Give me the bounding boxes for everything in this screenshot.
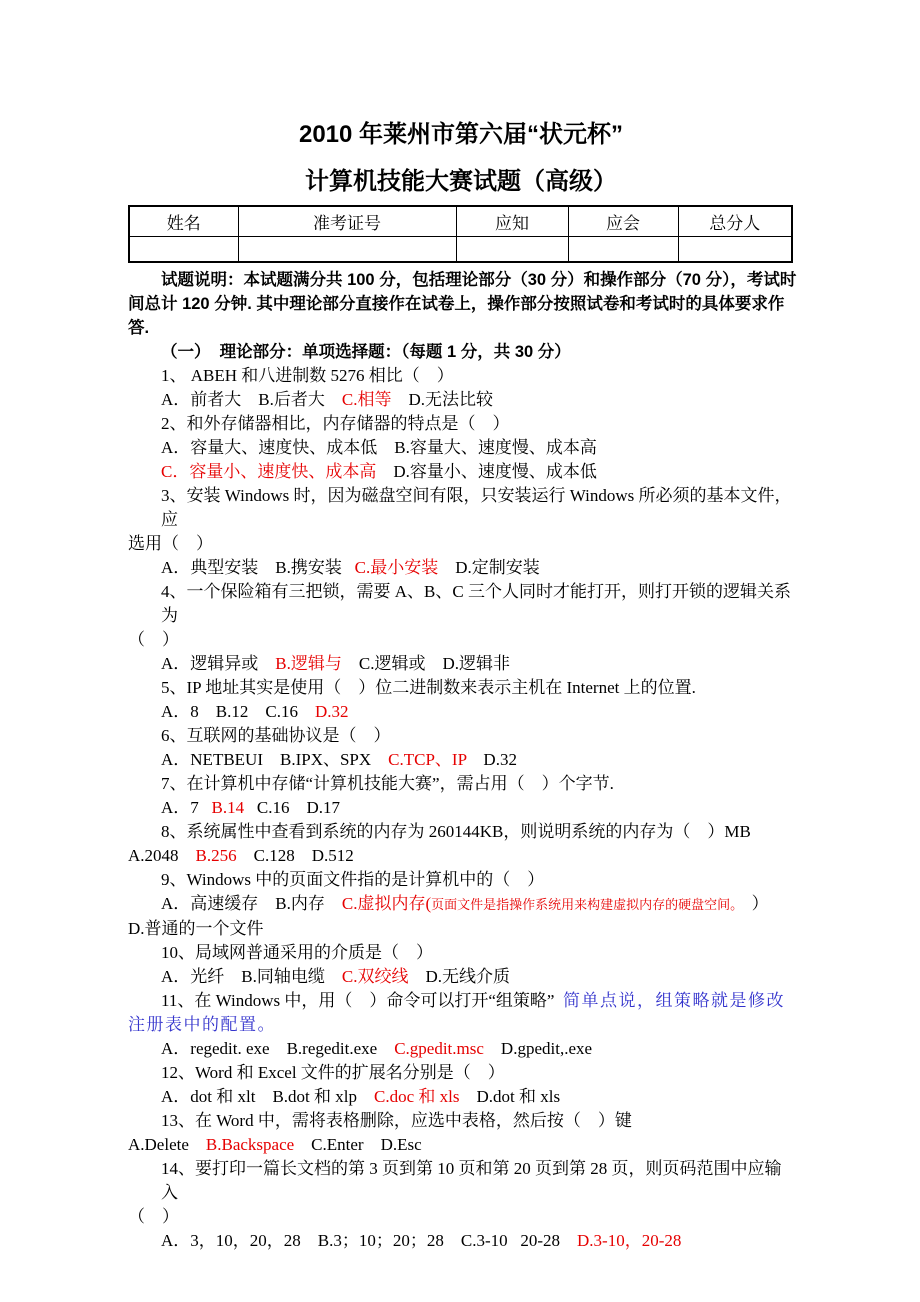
question-text-line [128,772,798,796]
question-text-line [128,556,798,580]
score-table-header-row [129,206,792,237]
text-segment: C.128 D.512 [236,846,354,865]
text-segment: D.dot 和 xls [459,1087,561,1106]
text-segment: 11、在 Windows 中，用（ ）命令可以打开“组策略” [161,991,563,1010]
answer-highlight: D.32 [314,702,349,721]
question-lines [128,268,798,1253]
answer-highlight: C.最小安装 [354,558,439,577]
answer-highlight: B.256 [195,846,237,865]
document-title-line1: 2010 年莱州市第六届“状元杯” [298,121,624,148]
question-text-line [128,724,798,748]
text-segment: 7、在计算机中存储“计算机技能大赛”，需占用（ ）个字节. [161,774,614,793]
text-segment: 4、一个保险箱有三把锁，需要 A、B、C 三个人同时才能打开，则打开锁的逻辑关系为 [161,582,791,625]
question-text-line [128,868,798,892]
text-segment: A．光纤 B.同轴电缆 [161,967,342,986]
score-table-blank-cell-ticket-number [238,237,456,263]
text-segment: D.无线介质 [408,967,510,986]
answer-highlight: C．容量小、速度快、成本高 [161,462,377,481]
text-segment: A．3，10，20，28 B.3；10；20；28 C.3-10 20-28 [161,1231,578,1250]
text-segment: A．8 B.12 C.16 [161,702,315,721]
question-text-line [128,700,798,724]
question-text-line [128,388,798,412]
question-text-line [128,412,798,436]
score-table [128,205,793,263]
text-segment: 13、在 Word 中，需将表格删除，应选中表格，然后按（ ）键 [161,1111,632,1130]
answer-highlight: 页面文件是指操作系统用来构建虚拟内存的硬盘空间。 [431,897,744,912]
score-table-header-knowledge: 应知 [456,206,568,237]
question-text-line [128,1133,798,1157]
question-text-line [128,965,798,989]
question-text-line [128,917,798,941]
question-text-line [128,989,798,1013]
text-segment: C.逻辑或 D.逻辑非 [341,654,510,673]
answer-highlight: C.doc 和 xls [373,1087,460,1106]
text-segment: D.gpedit,.exe [483,1039,593,1058]
answer-highlight: B.逻辑与 [275,654,342,673]
question-text-line [128,484,798,532]
answer-highlight: C.双绞线 [341,967,409,986]
question-text-line [128,796,798,820]
text-segment: D.普通的一个文件 [128,919,264,938]
question-text-line [128,1013,798,1037]
instruction-line [128,292,798,316]
text-segment: （一） 理论部分：单项选择题：（每题 1 分，共 30 分） [161,343,571,361]
score-table-blank-row [129,237,792,263]
text-segment: 12、Word 和 Excel 文件的扩展名分别是（ ） [161,1063,505,1082]
question-text-line [128,844,798,868]
question-text-line [128,1157,798,1205]
text-segment: A．regedit. exe B.regedit.exe [161,1039,395,1058]
question-text-line [128,748,798,772]
answer-highlight: B.Backspace [205,1135,295,1154]
note-highlight: 简单点说，组策略就是修改 [562,991,785,1010]
score-table-header-ticket-number: 准考证号 [238,206,456,237]
document-content [128,120,797,1253]
question-text-line [128,941,798,965]
text-segment: A．容量大、速度快、成本低 B.容量大、速度慢、成本高 [161,438,597,457]
text-segment: 2、和外存储器相比，内存储器的特点是（ ） [161,414,510,433]
question-text-line [128,1085,798,1109]
text-segment: A．逻辑异或 [161,654,276,673]
answer-highlight: C.相等 [341,390,392,409]
text-segment: （ ） [128,1207,179,1226]
answer-highlight: C.TCP、IP [388,750,467,769]
text-segment: 10、局域网普通采用的介质是（ ） [161,943,433,962]
question-text-line [128,1061,798,1085]
text-segment: A.Delete [128,1135,206,1154]
question-text-line [128,1229,798,1253]
instruction-line [128,340,798,364]
text-segment: 1、 ABEH 和八进制数 5276 相比（ ） [161,366,454,385]
question-text-line [128,1037,798,1061]
score-table-blank-cell-name [129,237,238,263]
text-segment: D.定制安装 [438,558,540,577]
question-text-line [128,652,798,676]
text-segment: A．dot 和 xlt B.dot 和 xlp [161,1087,374,1106]
question-text-line [128,436,798,460]
question-text-line [128,532,798,556]
text-segment: C.16 D.17 [244,798,340,817]
score-table-blank-cell-knowledge [456,237,568,263]
text-segment: A．高速缓存 B.内存 [161,894,342,913]
question-text-line [128,1109,798,1133]
text-segment: A．NETBEUI B.IPX、SPX [161,750,389,769]
text-segment: D.无法比较 [391,390,493,409]
question-text-line [128,460,798,484]
text-segment: 试题说明：本试题满分共 100 分，包括理论部分（30 分）和操作部分（70 分），考试时 [161,271,797,289]
answer-highlight: C.gpedit.msc [394,1039,484,1058]
instruction-line [128,268,798,292]
answer-highlight: D.3-10，20-28 [577,1231,682,1250]
question-text-line [128,676,798,700]
score-table-header-skill: 应会 [568,206,678,237]
score-table-blank-cell-total [678,237,792,263]
text-segment: 答. [128,319,150,337]
text-segment: C.Enter D.Esc [294,1135,422,1154]
text-segment: D.32 [466,750,517,769]
answer-highlight: C.虚拟内存( [341,894,432,913]
score-table-blank-cell-skill [568,237,678,263]
text-segment: 选用（ ） [128,534,213,553]
answer-highlight: B.14 [211,798,245,817]
question-text-line [128,1205,798,1229]
text-segment: 间总计 120 分钟. 其中理论部分直接作在试卷上，操作部分按照试卷和考试时的具体要求作 [128,295,785,313]
text-segment: A.2048 [128,846,196,865]
text-segment: A．典型安装 B.携安装 [161,558,355,577]
question-text-line [128,580,798,628]
score-table-header-total: 总分人 [678,206,792,237]
text-segment: 14、要打印一篇长文档的第 3 页到第 10 页和第 20 页到第 28 页，则页码范围中应输入 [161,1159,782,1202]
question-text-line [128,820,798,844]
document-title-line2: 计算机技能大赛试题（高级） [305,168,617,195]
text-segment: 9、Windows 中的页面文件指的是计算机中的（ ） [161,870,545,889]
note-highlight: 注册表中的配置。 [128,1015,276,1034]
question-text-line [128,892,798,917]
text-segment: 6、互联网的基础协议是（ ） [161,726,391,745]
score-table-header-name: 姓名 [129,206,238,237]
text-segment: D.容量小、速度慢、成本低 [376,462,597,481]
question-text-line [128,628,798,652]
instruction-line [128,316,798,340]
text-segment: 3、安装 Windows 时，因为磁盘空间有限，只安装运行 Windows 所必须的基本文件，应 [161,486,792,529]
text-segment: 8、系统属性中查看到系统的内存为 260144KB，则说明系统的内存为（ ）MB [161,822,751,841]
text-segment: ） [743,894,769,913]
question-text-line [128,364,798,388]
text-segment: 5、IP 地址其实是使用（ ）位二进制数来表示主机在 Internet 上的位置. [161,678,696,697]
text-segment: （ ） [128,630,179,649]
text-segment: A．前者大 B.后者大 [161,390,342,409]
text-segment: A．7 [161,798,212,817]
